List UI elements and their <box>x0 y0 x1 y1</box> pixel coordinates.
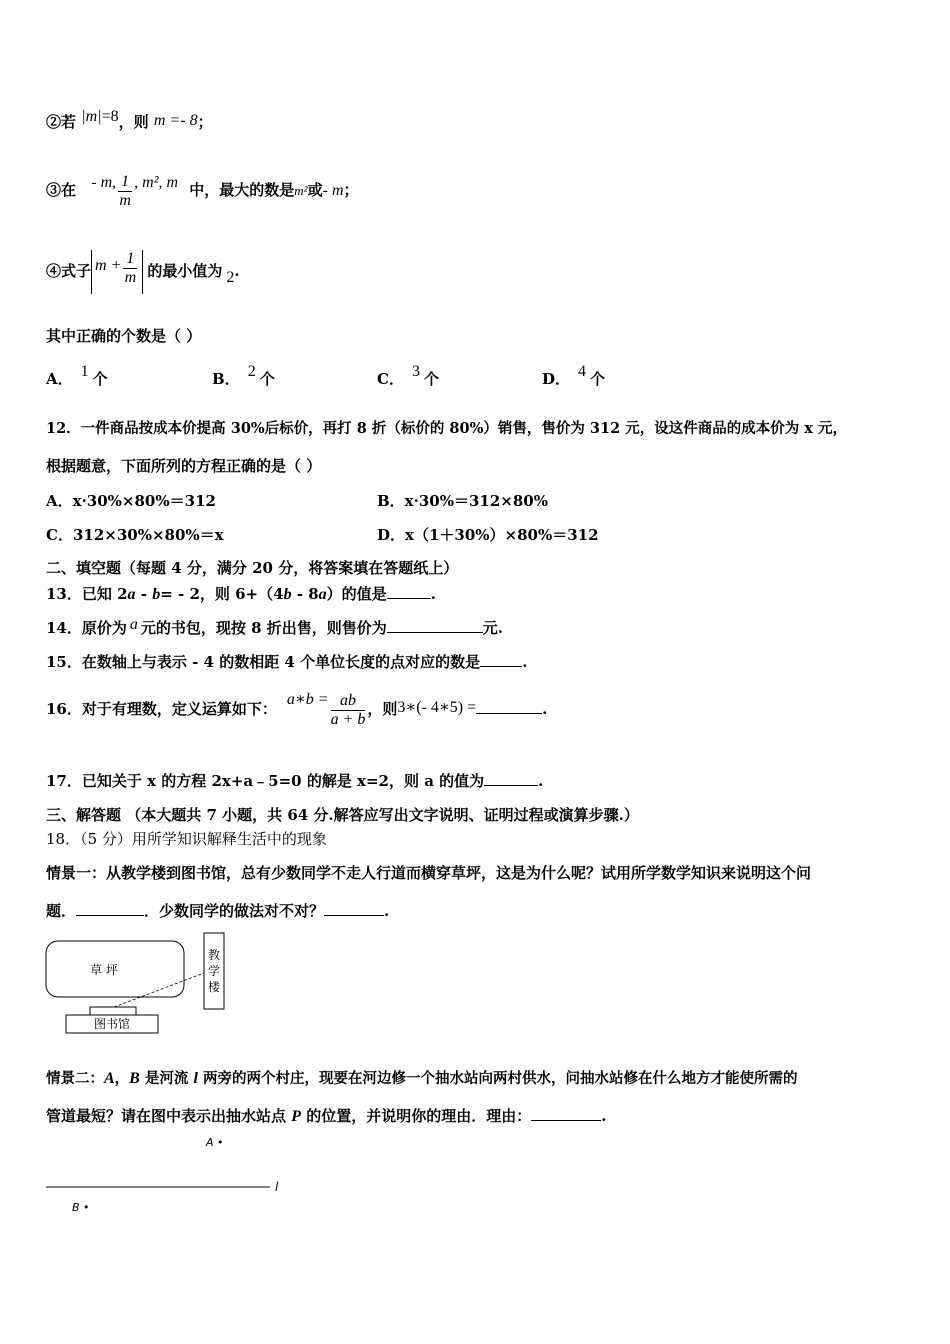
q11-item4 <box>46 248 240 294</box>
m-eq: m =- 8 <box>153 112 198 129</box>
mid: 元的书包，现按 8 折出售，则售价为 <box>140 619 387 637</box>
point-b: B • <box>72 1201 90 1214</box>
pre: 14．原价为 <box>46 619 127 637</box>
answer-blank-2[interactable] <box>324 901 384 916</box>
q12-line2: 根据题意，下面所列的方程正确的是（ ） <box>46 457 322 475</box>
item4-label: ④式子 <box>46 262 92 280</box>
var-a2: a <box>318 586 327 603</box>
num: 1 <box>118 173 132 192</box>
minus: - <box>135 585 153 603</box>
m-plus: m + <box>95 257 122 275</box>
q12-option-b: B．x·30%＝312×80% <box>377 492 548 510</box>
q11-option-a <box>46 363 108 389</box>
q11-option-b <box>212 363 275 389</box>
end: ）的值是 <box>326 585 387 603</box>
var-B: B <box>129 1070 140 1087</box>
q18-scene2-line1 <box>46 1069 797 1089</box>
library-label: 图书馆 <box>93 1017 131 1031</box>
letter: B． <box>212 370 240 388</box>
var-l: l <box>193 1070 198 1087</box>
q15 <box>46 652 527 672</box>
abs-expression <box>91 250 143 294</box>
q11-option-c <box>377 363 439 389</box>
q16 <box>46 686 547 732</box>
pre: 情景二： <box>46 1070 104 1087</box>
mid-text: 的最小值为 <box>147 262 223 280</box>
post: 的位置，并说明你的理由．理由： <box>301 1107 532 1125</box>
value: 1 <box>80 363 89 380</box>
value: 3 <box>411 363 420 380</box>
pre: 13．已知 2 <box>46 585 128 603</box>
pre: 管道最短？请在图中表示出抽水站点 <box>46 1107 292 1125</box>
ans1: m² <box>294 183 308 198</box>
tail: . <box>542 700 548 718</box>
q18-title: 18．（5 分）用所学知识解释生活中的现象 <box>46 830 327 848</box>
abs-m: |m| <box>81 108 102 125</box>
rest: = - 2，则 6+（4 <box>160 585 284 603</box>
library-step <box>90 1007 136 1015</box>
var-A: A <box>104 1070 115 1087</box>
num: ab <box>331 692 366 711</box>
section-3-heading: 三、解答题 （本大题共 7 小题，共 64 分.解答应写出文字说明、证明过程或演算步骤.） <box>46 806 639 824</box>
answer-blank-1[interactable] <box>76 901 144 916</box>
lhs: a∗b = <box>286 691 329 708</box>
then-text: ，则 <box>118 113 149 131</box>
end: . <box>601 1107 607 1125</box>
ans2: - m <box>322 182 344 199</box>
item3-label: ③在 <box>46 181 77 199</box>
unit: 个 <box>590 370 606 388</box>
point-a: A • <box>206 1136 224 1149</box>
q18-scene1-line2 <box>46 901 389 921</box>
q12-line1: 12．一件商品按成本价提高 30%后标价，再打 8 折（标价的 80%）销售，售价为 312 元，设这件商品的成本价为 x 元， <box>46 420 847 437</box>
item2-label: ②若 <box>46 113 77 131</box>
var-a: a <box>129 616 138 633</box>
unit: 个 <box>92 370 108 388</box>
lawn-label: 草 坪 <box>90 963 118 977</box>
num: 1 <box>123 250 137 269</box>
fraction-1-over-m <box>118 173 132 210</box>
answer-blank[interactable] <box>387 584 431 599</box>
q18-scene2-line2 <box>46 1106 606 1127</box>
or-text: 或 <box>307 181 323 199</box>
post: 两旁的两个村庄，现要在河边修一个抽水站向两村供水，问抽水站修在什么地方才能使所需的 <box>197 1070 798 1087</box>
q12-option-d: D．x（1＋30%）×80%＝312 <box>377 526 599 544</box>
list-post: , m², m <box>134 174 179 191</box>
q11-item3 <box>46 168 359 212</box>
den: m <box>119 191 131 209</box>
eq-8: =8 <box>101 108 119 125</box>
building-char-2: 学 <box>207 964 221 978</box>
q18-scene1-line1: 情景一：从教学楼到图书馆，总有少数同学不走人行道而横穿草坪，这是为什么呢？试用所学数学知识来说明这个问 <box>46 864 812 882</box>
answer-blank[interactable] <box>531 1106 601 1121</box>
end: ； <box>197 113 213 131</box>
var-P: P <box>291 1108 302 1125</box>
letter: C． <box>377 370 404 388</box>
q13 <box>46 584 436 605</box>
answer-blank[interactable] <box>480 652 522 667</box>
answer-blank[interactable] <box>387 618 483 633</box>
pre: 题． <box>46 902 77 920</box>
text: 15．在数轴上与表示 - 4 的数相距 4 个单位长度的点对应的数是 <box>46 653 481 671</box>
mid-text: 中，最大的数是 <box>189 181 295 199</box>
tail: . <box>430 585 436 603</box>
q12-option-a: A．x·30%×80%＝312 <box>46 492 216 510</box>
q11-option-d <box>542 363 606 389</box>
den: m <box>124 269 137 286</box>
campus-diagram <box>44 930 234 1036</box>
end: . <box>234 262 240 280</box>
shortcut-path <box>114 973 204 1007</box>
building-char-3: 楼 <box>207 980 221 994</box>
answer-blank[interactable] <box>484 771 538 786</box>
var-a: a <box>127 586 136 603</box>
list-pre: - m, <box>91 174 117 191</box>
text: 17．已知关于 x 的方程 2x+a﹣5=0 的解是 x=2，则 a 的值为 <box>46 772 485 790</box>
end: ； <box>343 181 359 199</box>
unit: 个 <box>259 370 275 388</box>
pre: 16．对于有理数，定义运算如下： <box>46 700 277 718</box>
tail: . <box>522 653 528 671</box>
line-label: l <box>275 1180 279 1194</box>
q11-question: 其中正确的个数是（ ） <box>46 327 202 345</box>
letter: D． <box>542 370 571 388</box>
var-b: b <box>152 586 161 603</box>
rest2: - 8 <box>291 585 319 603</box>
end: . <box>384 902 390 920</box>
then: ，则 <box>367 700 398 718</box>
unit: 个 <box>423 370 439 388</box>
var-b2: b <box>283 586 292 603</box>
min-value: 2 <box>226 269 235 286</box>
fraction-ab <box>331 692 366 729</box>
tail: 元. <box>482 619 503 637</box>
q12-option-c: C．312×30%×80%＝x <box>46 526 224 544</box>
value: 4 <box>578 363 587 380</box>
mid: 是河流 <box>139 1070 194 1087</box>
den: a + b <box>330 710 366 728</box>
q17 <box>46 771 543 791</box>
letter: A． <box>46 370 73 388</box>
section-2-heading: 二、填空题（每题 4 分，满分 20 分，将答案填在答题纸上） <box>46 559 459 577</box>
building-char-1: 教 <box>207 948 221 962</box>
answer-blank[interactable] <box>476 699 542 714</box>
value: 2 <box>247 363 256 380</box>
expr: 3∗(- 4∗5) = <box>397 699 477 716</box>
q11-item2 <box>46 108 213 133</box>
river-diagram <box>44 1130 294 1220</box>
sep: ， <box>114 1070 130 1087</box>
mid: ．少数同学的做法对不对？ <box>144 902 325 920</box>
tail: . <box>538 772 544 790</box>
q14 <box>46 618 503 639</box>
